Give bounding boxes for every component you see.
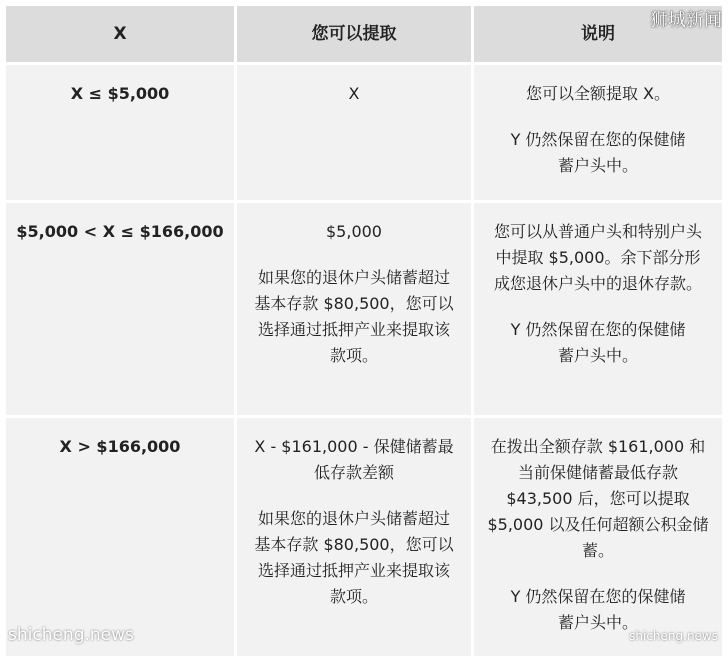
row-1-condition: X ≤ $5,000 xyxy=(6,65,234,200)
row-1-withdraw xyxy=(237,65,471,200)
withdrawal-table xyxy=(6,6,722,653)
row-1-withdraw-text: X xyxy=(348,84,360,103)
row-3-explanation xyxy=(474,418,722,656)
row-2-explanation xyxy=(474,203,722,415)
row-2-condition: $5,000 < X ≤ $166,000 xyxy=(6,203,234,415)
row-1-explanation-text-2: Y 仍然保留在您的保健储蓄户头中。 xyxy=(510,130,686,175)
header-withdraw: 您可以提取 xyxy=(237,6,471,62)
watermark-bottom-right: shicheng.news xyxy=(629,629,718,643)
row-3-explanation-text-2: Y 仍然保留在您的保健储蓄户头中。 xyxy=(510,587,686,632)
row-1-explanation-text-1: 您可以全额提取 X。 xyxy=(525,84,671,103)
row-2-withdraw-note: 如果您的退休户头储蓄超过基本存款 $80,500，您可以选择通过抵押产业来提取该款项。 xyxy=(254,268,454,365)
header-explanation: 说明 xyxy=(474,6,722,62)
row-2-explanation-text-2: Y 仍然保留在您的保健储蓄户头中。 xyxy=(510,320,686,365)
watermark-top-right: 狮城新闻 xyxy=(650,10,722,31)
watermark-bottom-left: shicheng.news xyxy=(8,625,134,645)
row-3-explanation-text-1: 在拨出全额存款 $161,000 和当前保健储蓄最低存款 $43,500 后，您可以提取 $5,000 以及任何超额公积金储蓄。 xyxy=(487,437,709,560)
row-1-explanation xyxy=(474,65,722,200)
row-2-withdraw-amount: $5,000 xyxy=(326,222,382,241)
row-3-withdraw xyxy=(237,418,471,656)
row-2-explanation-text-1: 您可以从普通户头和特别户头中提取 $5,000。余下部分形成您退休户头中的退休存款。 xyxy=(493,222,702,293)
row-3-condition: X > $166,000 xyxy=(6,418,234,656)
row-2-withdraw xyxy=(237,203,471,415)
row-3-withdraw-note: 如果您的退休户头储蓄超过基本存款 $80,500，您可以选择通过抵押产业来提取该款项。 xyxy=(254,509,454,606)
row-3-withdraw-formula: X - $161,000 - 保健储蓄最低存款差额 xyxy=(254,437,454,482)
header-x: X xyxy=(6,6,234,62)
